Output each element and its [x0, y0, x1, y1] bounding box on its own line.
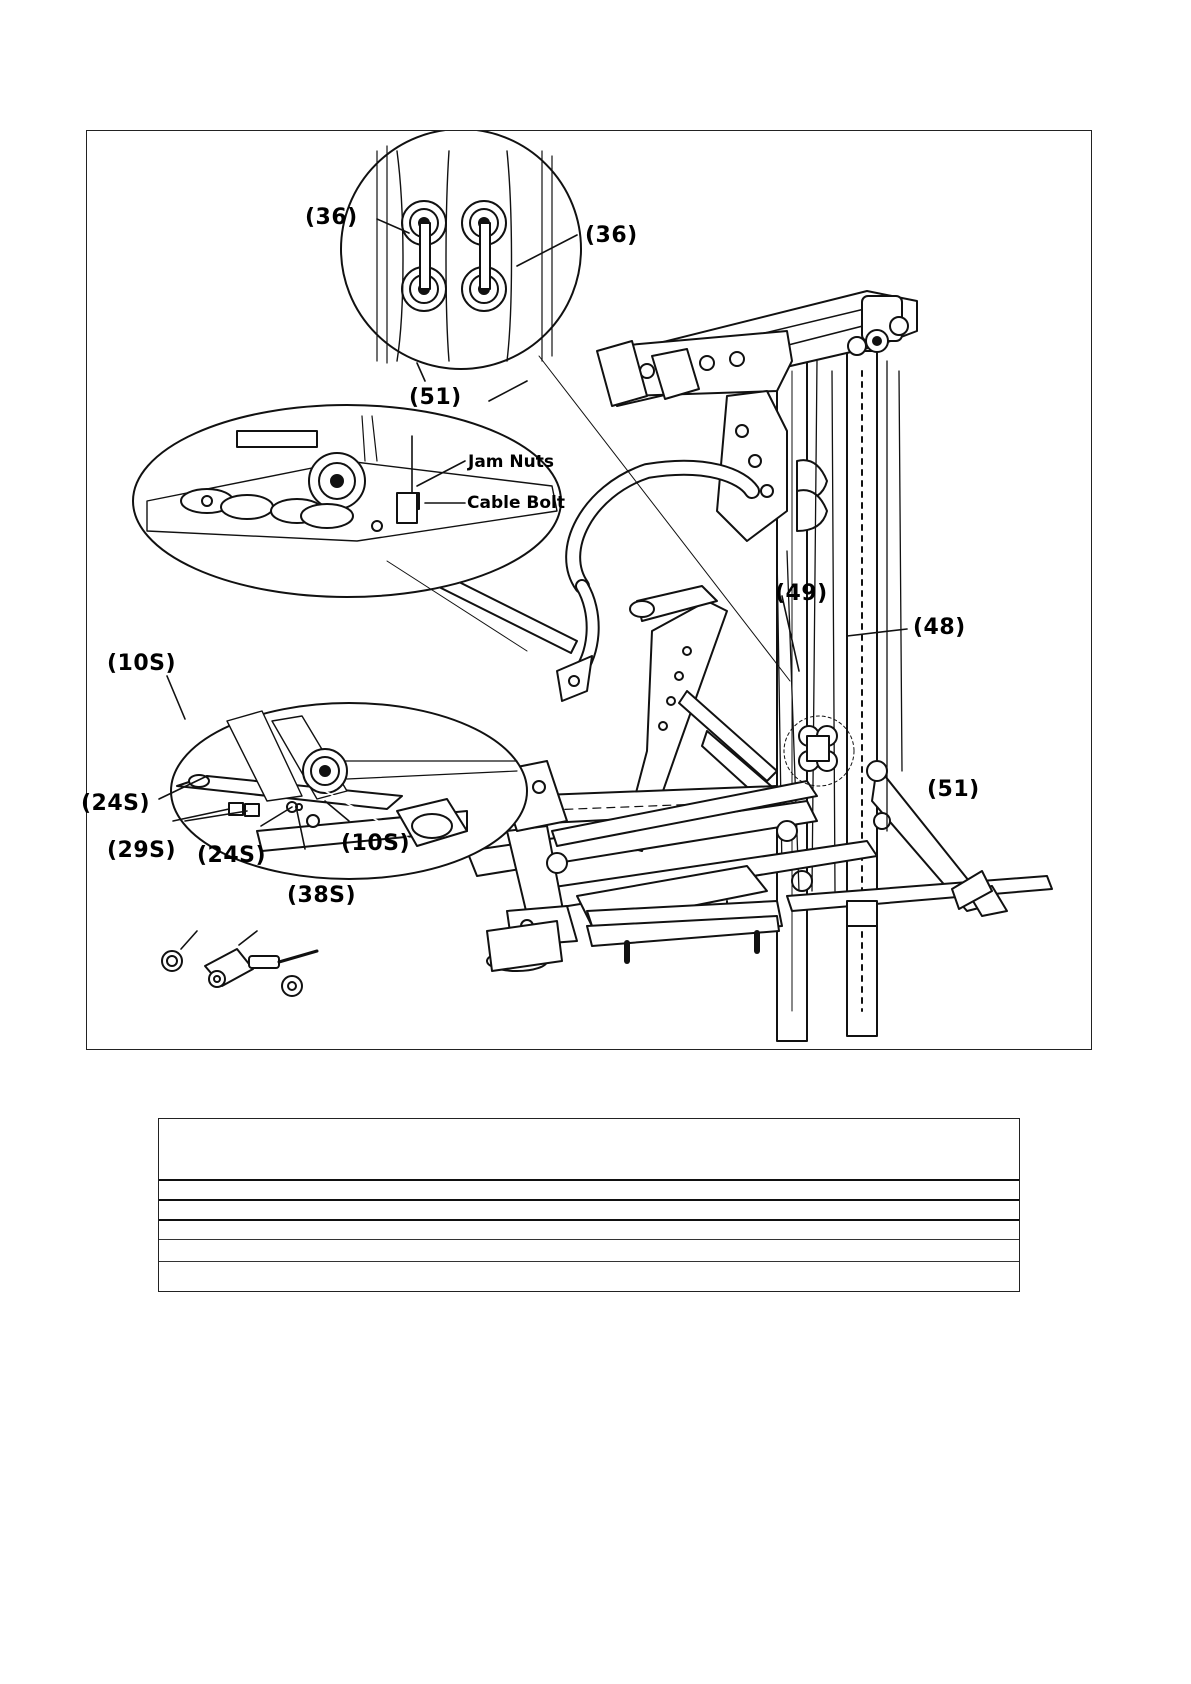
callout-jam-nuts: Jam Nuts	[468, 452, 555, 472]
callout-38s: (38S)	[287, 883, 357, 908]
callout-29s: (29S)	[107, 838, 177, 863]
callout-10s-right: (10S)	[341, 831, 411, 856]
callout-51-right: (51)	[927, 777, 980, 802]
table-divider	[159, 1219, 1019, 1221]
callout-24s-mid: (24S)	[197, 843, 267, 868]
callout-24s-left: (24S)	[81, 791, 151, 816]
table-divider	[159, 1239, 1019, 1240]
assembly-figure	[81, 130, 1092, 1050]
callout-51-top: (51)	[409, 385, 462, 410]
gym-assembly-diagram	[87, 131, 1093, 1051]
table-divider	[159, 1261, 1019, 1262]
table-divider	[159, 1179, 1019, 1181]
callout-10s-top: (10S)	[107, 651, 177, 676]
callout-48: (48)	[913, 615, 966, 640]
seat-pad	[587, 901, 782, 961]
callout-cable-bolt: Cable Bolt	[467, 493, 565, 513]
table-divider	[159, 1199, 1019, 1201]
callout-36-left: (36)	[305, 205, 358, 230]
detail-circle-top	[341, 131, 581, 369]
parts-table	[158, 1118, 1020, 1292]
callout-36-right: (36)	[585, 223, 638, 248]
exploded-parts	[162, 931, 317, 996]
callout-49: (49)	[775, 581, 828, 606]
